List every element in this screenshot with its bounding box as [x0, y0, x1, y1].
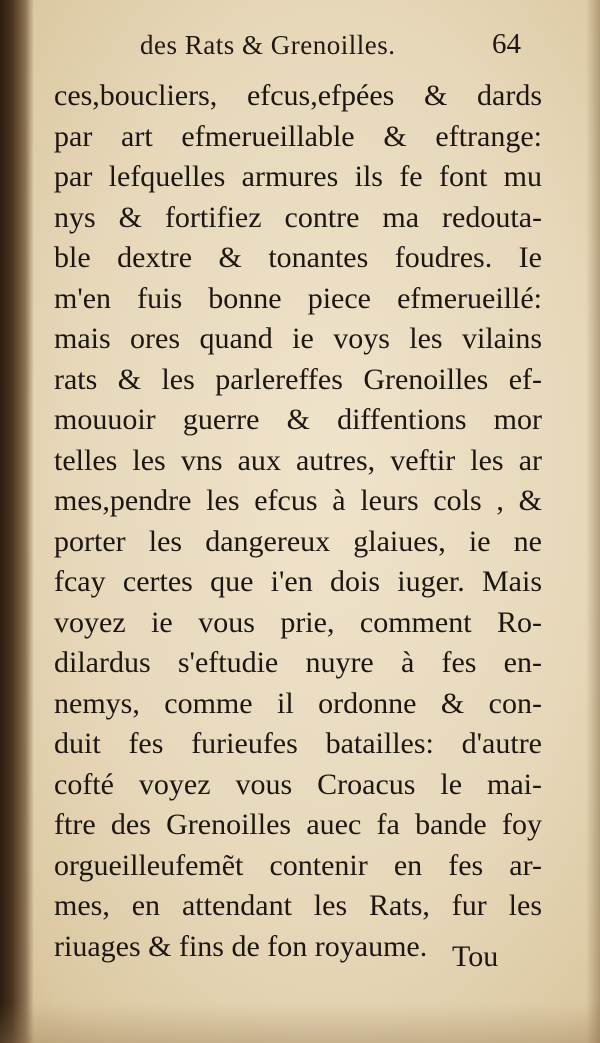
body-text — [54, 76, 542, 967]
text-line: ftre des Grenoilles auec fa bande foy — [54, 808, 542, 841]
text-line: fcay certes que i'en dois iuger. Mais — [54, 565, 542, 598]
text-line: duit fes furieufes batailles: d'autre — [54, 727, 542, 760]
text-line: par art efmerueillable & eftrange: — [54, 119, 542, 153]
text-line: par lefquelles armures ils fe font mu — [54, 160, 542, 193]
text-line: mouuoir guerre & diffentions mor — [54, 403, 542, 436]
text-line: telles les vns aux autres, veftir les ar — [54, 443, 542, 477]
page-edge-shadow — [586, 0, 600, 1043]
text-line: cofté voyez vous Croacus le mai- — [54, 767, 542, 801]
text-line: mes,pendre les efcus à leurs cols , & — [54, 484, 542, 517]
page-bottom-shadow — [0, 1003, 600, 1043]
running-head: des Rats & Grenoilles. — [140, 30, 396, 60]
text-line: dilardus s'eftudie nuyre à fes en- — [54, 646, 542, 679]
text-line: m'en fuis bonne piece efmerueillé: — [54, 281, 542, 315]
text-line: mes, en attendant les Rats, fur les — [54, 889, 542, 922]
binding-gutter — [0, 0, 34, 1043]
text-line: mais ores quand ie voys les vilains — [54, 322, 542, 355]
text-line: nemys, comme il ordonne & con- — [54, 686, 542, 720]
text-line: riuages & fins de fon royaume. — [54, 929, 428, 963]
text-line: voyez ie vous prie, comment Ro- — [54, 605, 542, 639]
text-line: ble dextre & tonantes foudres. Ie — [54, 241, 542, 274]
text-line: rats & les parlereffes Grenoilles ef- — [54, 362, 542, 396]
catchword: Tou — [452, 940, 499, 973]
text-line: nys & fortifiez contre ma redouta- — [54, 200, 542, 234]
text-line: orgueilleufemẽt contenir en fes ar- — [54, 848, 542, 882]
text-line: porter les dangereux glaiues, ie ne — [54, 524, 542, 558]
page-number: 64 — [492, 28, 521, 60]
text-line: ces,boucliers, efcus,efpées & dards — [54, 79, 542, 112]
